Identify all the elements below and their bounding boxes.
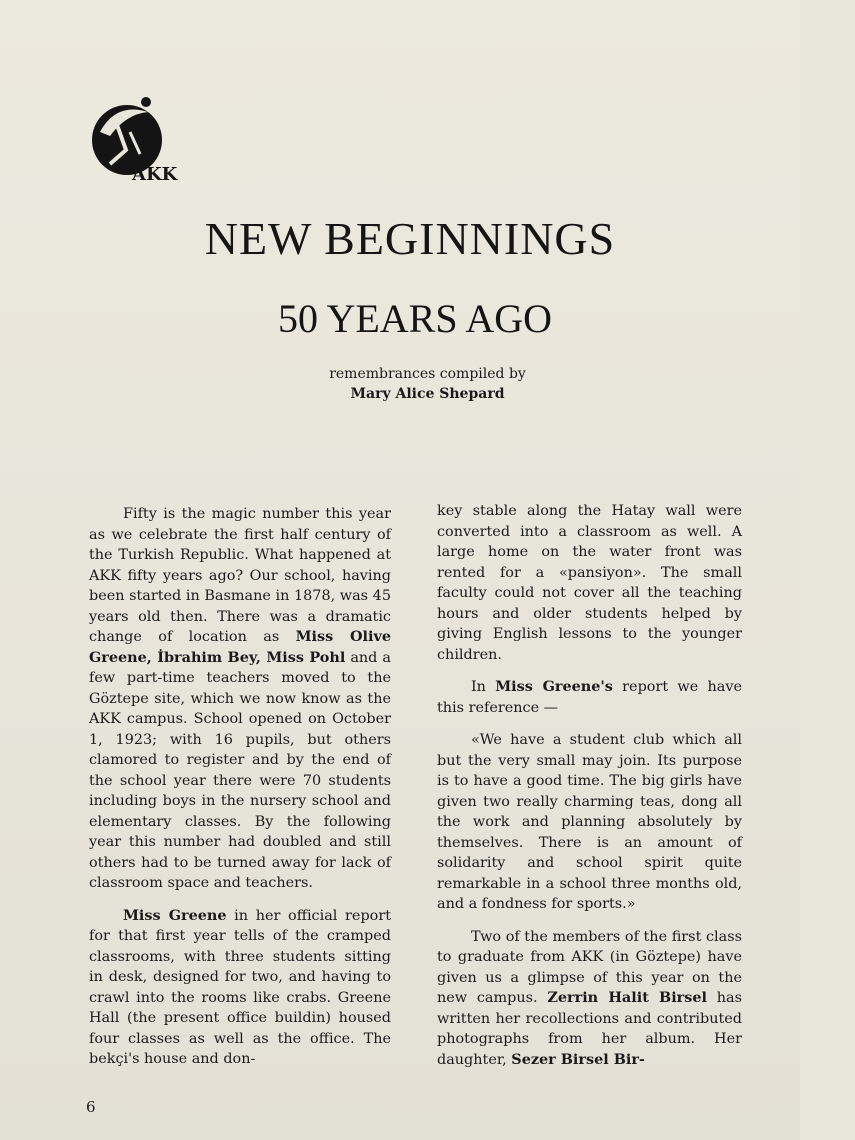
text-run: has written her recollections and contributed photographs from her album. Her daughter, — [437, 990, 742, 1068]
text-run: Two of the members of the first class to graduate from AKK (in Göztepe) have given us a glimpse of this year on the new campus. — [437, 928, 742, 1006]
article-subtitle: 50 YEARS AGO — [277, 296, 553, 341]
paragraph — [437, 677, 742, 718]
right-column — [437, 501, 742, 1082]
paragraph — [89, 906, 391, 1070]
byline — [0, 364, 855, 404]
text-run: and a few part-time teachers moved to the Göztepe site, which we now know as the AKK campus. School opened on October 1, 1923; with 16 pupils, but others clamored to register and by the end of the school year there were 70 students including boys in the nursery school and elementary classes. By the following year this number had doubled and still others had to be turned away for lack of classroom space and teachers. — [89, 649, 391, 891]
bold-name: Sezer Birsel Bir- — [511, 1050, 645, 1068]
quote-paragraph: «We have a student club which all but the very small may join. Its purpose is to have a good time. The big girls have given two really charming teas, dong all the work and planning absolutely by themselves. There is an amount of solidarity and school spirit quite remarkable in a school three months old, and a fondness for sports.» — [437, 732, 742, 912]
text-run: Fifty is the magic number this year as we celebrate the first half century of the Turkish Republic. What happened at AKK fifty years ago? Our school, having been started in Basmane in 1878, was 45 years old then. There was a dramatic change of location as — [89, 506, 391, 645]
paragraph — [89, 504, 391, 894]
byline-intro: remembrances compiled by — [329, 366, 526, 382]
text-run: in her official report for that first year tells of the cramped classrooms, with three students sitting in desk, designed for two, and having to crawl into the rooms like crabs. Greene Hall (the present office buildin) housed four classes as well as the office. The bekçi's house and don- — [89, 907, 391, 1067]
page-number: 6 — [86, 1098, 96, 1116]
paragraph: key stable along the Hatay wall were converted into a classroom as well. A large home on the water front was rented for a «pansiyon». The small faculty could not cover all the teaching hours and older students helped by giving English lessons to the younger children. — [437, 503, 742, 663]
logo-lettering: AKK — [132, 164, 178, 185]
text-run: report we have this reference — — [437, 679, 743, 716]
article-title: NEW BEGINNINGS — [204, 213, 616, 264]
text-run: In — [471, 679, 496, 695]
akk-emblem-icon — [86, 92, 178, 185]
bold-name: Zerrin Halit Birsel — [547, 989, 707, 1006]
bold-names: Miss Olive Greene, İbrahim Bey, Miss Pohl — [89, 628, 391, 666]
paragraph — [437, 927, 742, 1071]
bold-name: Miss Greene's — [495, 678, 613, 695]
byline-author: Mary Alice Shepard — [350, 386, 505, 402]
bold-name: Miss Greene — [123, 906, 227, 924]
left-column — [89, 504, 391, 1082]
